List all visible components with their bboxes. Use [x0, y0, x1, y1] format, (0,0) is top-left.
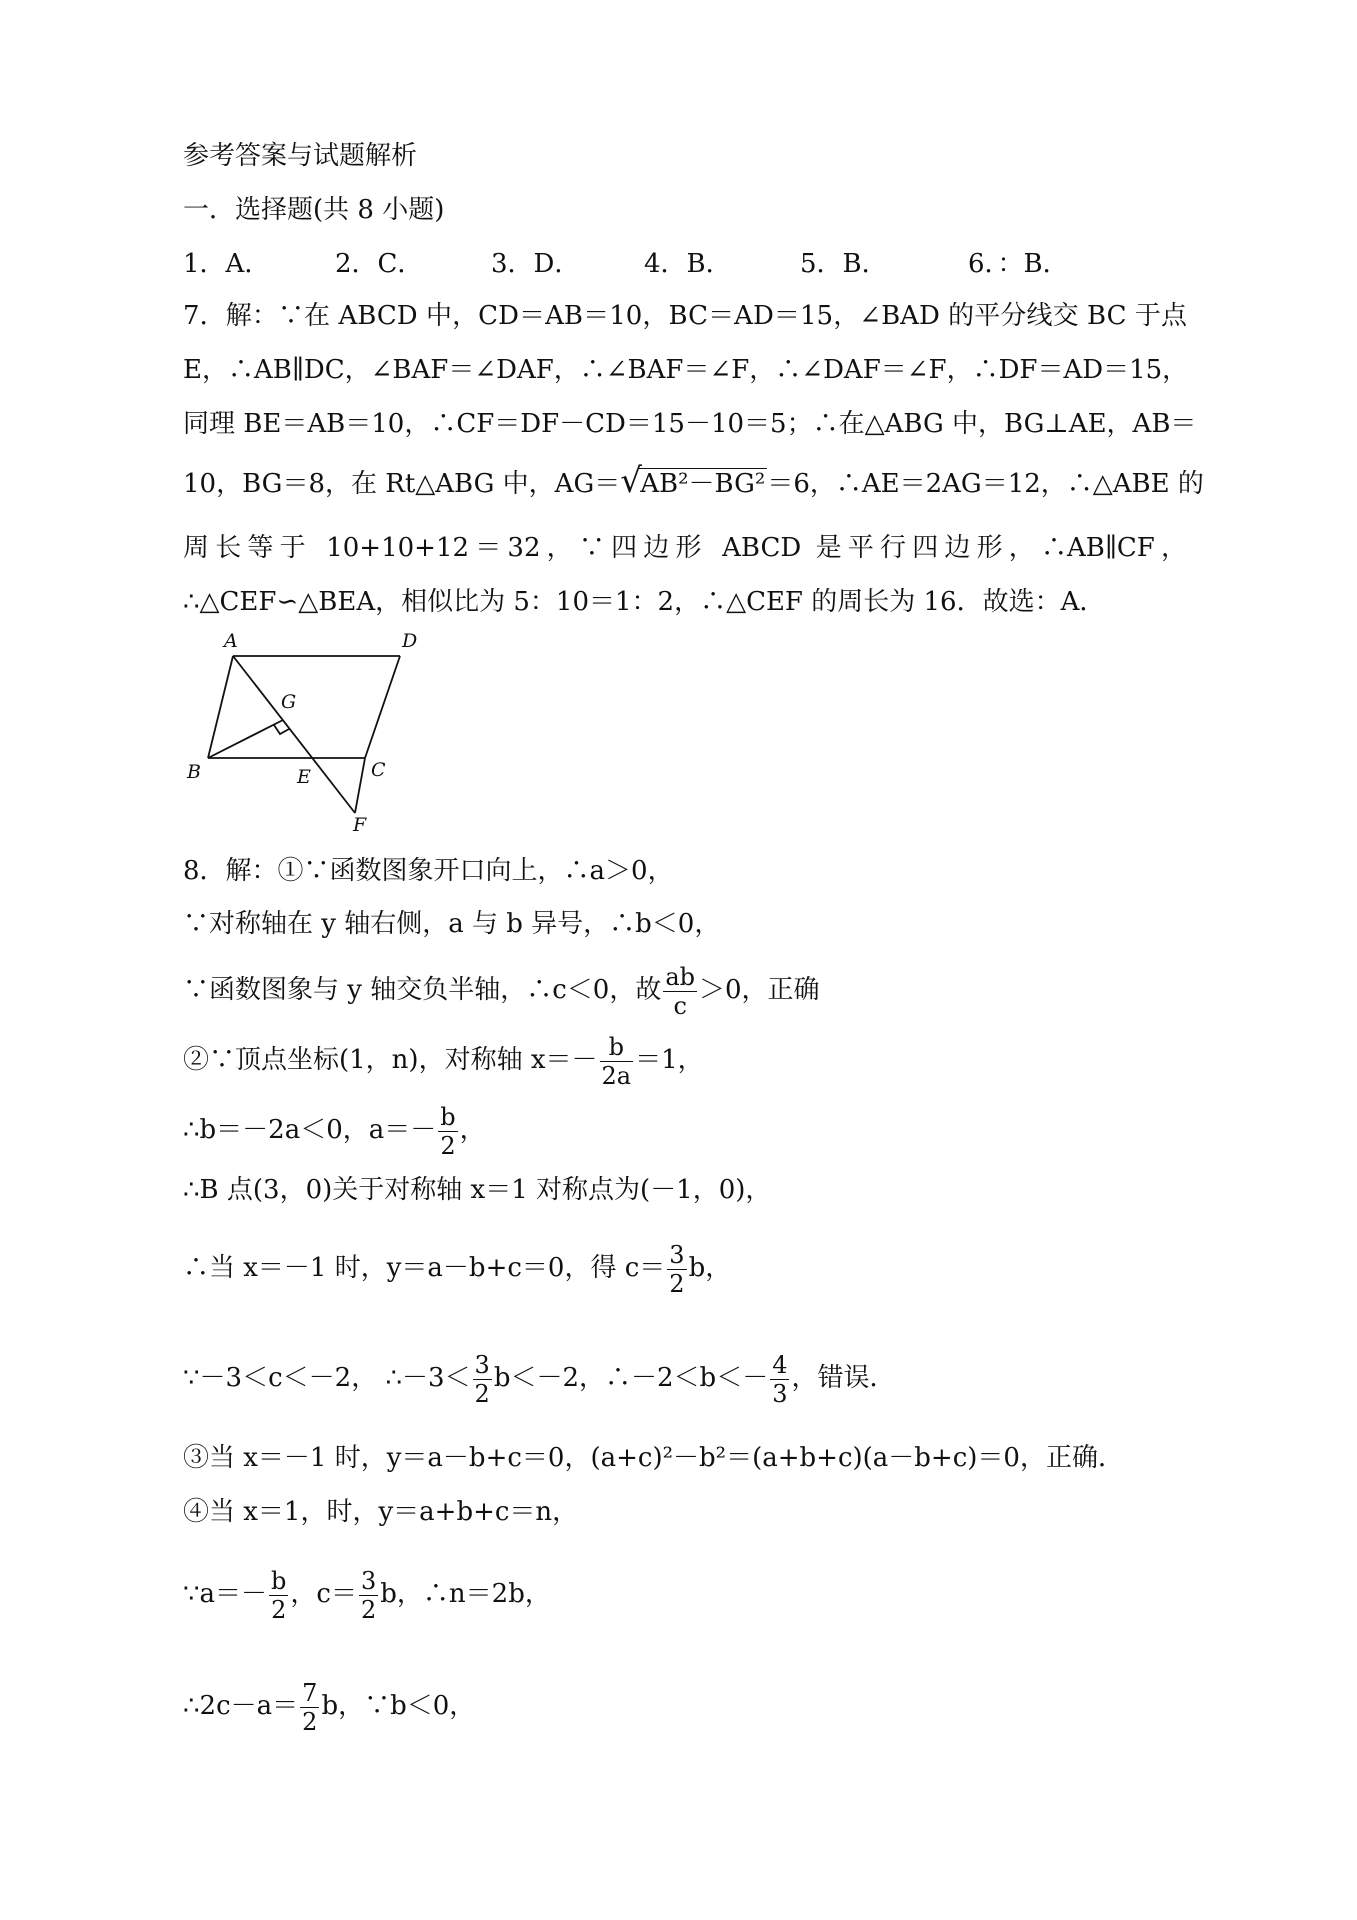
- q8-line-7: [183, 1238, 1187, 1298]
- q8-line-12-start: ∴2c－a＝: [183, 1691, 299, 1721]
- answer-title: 参考答案与试题解析: [183, 141, 418, 171]
- fraction-denominator: 2a: [601, 1061, 632, 1090]
- answer-4: 4．B．: [644, 249, 732, 279]
- answer-key-row: [183, 246, 1187, 282]
- label-e: E: [297, 766, 311, 788]
- radicand: AB²－BG²: [640, 469, 766, 499]
- q8-line-11-middle: ，c＝: [290, 1579, 357, 1609]
- parallelogram-figure: [180, 625, 420, 840]
- q8-line-8-start: ∵－3＜c＜－2， ∴－3＜: [183, 1363, 471, 1393]
- label-a: A: [224, 630, 238, 652]
- q8-line-2: ∵对称轴在 y 轴右侧，a 与 b 异号，∴b＜0，: [183, 909, 721, 939]
- fraction-denominator: 2: [669, 1269, 685, 1298]
- q7-line-1: 7．解：∵在 ABCD 中，CD＝AB＝10，BC＝AD＝15，∠BAD 的平分线交 BC 于点: [183, 301, 1187, 331]
- q8-line-12-end: b，∵b＜0，: [321, 1691, 476, 1721]
- fraction-3-over-2: [667, 1240, 686, 1298]
- fraction-4-over-3: [770, 1350, 789, 1408]
- q8-line-11-end: b，∴n＝2b，: [380, 1579, 551, 1609]
- q8-line-8: [183, 1348, 1187, 1408]
- fraction-denominator: 2: [302, 1707, 318, 1736]
- fraction-denominator: c: [673, 991, 687, 1020]
- fraction-ab-over-c: [663, 962, 697, 1020]
- fraction-numerator: 4: [772, 1350, 788, 1379]
- sqrt-expression: [620, 461, 767, 502]
- answer-3: 3．D．: [491, 249, 581, 279]
- segment-dcf: [355, 758, 365, 813]
- q8-line-3: [183, 960, 1187, 1020]
- fraction-denominator: 2: [271, 1595, 287, 1624]
- q8-line-9: [183, 1440, 1187, 1476]
- label-f: F: [353, 814, 367, 836]
- q8-line-9-text: ③当 x＝－1 时，y＝a－b+c＝0，(a+c)²－b²＝(a+b+c)(a－b+c)＝0，正确．: [183, 1443, 1124, 1473]
- q8-line-6: ∴B 点(3，0)关于对称轴 x＝1 对称点为(－1，0)，: [183, 1175, 772, 1205]
- label-c: C: [371, 759, 386, 781]
- q8-line-12: [183, 1676, 1187, 1736]
- fraction-numerator: b: [440, 1102, 456, 1131]
- q8-line-4-end: ＝1，: [635, 1045, 704, 1075]
- side-ba: [208, 656, 233, 758]
- q8-line-3-end: ＞0，正确: [699, 975, 820, 1005]
- q8-line-7-start: ∴当 x＝－1 时，y＝a－b+c＝0，得 c＝: [183, 1253, 666, 1283]
- fraction-b-over-2a: [600, 1032, 634, 1090]
- q7-line-6: ∴△CEF∽△BEA，相似比为 5：10＝1：2，∴△CEF 的周长为 16．故选：A．: [183, 587, 1106, 617]
- label-d: D: [402, 630, 418, 652]
- q7-line-4: [183, 461, 1204, 502]
- fraction-denominator: 2: [360, 1595, 377, 1624]
- fraction-denominator: 2: [440, 1131, 456, 1160]
- q8-line-4-start: ②∵顶点坐标(1，n)，对称轴 x＝－: [183, 1045, 598, 1075]
- q8-line-1: 8．解：①∵函数图象开口向上，∴a＞0，: [183, 856, 674, 886]
- section-heading: 一．选择题(共 8 小题): [183, 195, 445, 225]
- segment-af: [233, 656, 355, 813]
- q8-line-7-end: b，: [688, 1253, 732, 1283]
- label-g: G: [281, 691, 297, 713]
- q8-line-5-end: ，: [459, 1115, 486, 1145]
- fraction-3-over-2: [359, 1566, 378, 1624]
- segment-bg: [208, 720, 283, 758]
- fraction-numerator: 3: [474, 1350, 490, 1379]
- side-dc: [365, 656, 400, 758]
- q8-line-5-start: ∴b＝－2a＜0，a＝－: [183, 1115, 437, 1145]
- q7-line-4-start: 10，BG＝8，在 Rt△ABG 中，AG＝: [183, 469, 621, 499]
- fraction-denominator: 2: [474, 1379, 490, 1408]
- q7-line-4-end: ＝6，∴AE＝2AG＝12，∴△ABE 的: [767, 469, 1204, 499]
- q8-line-10: ④当 x＝1，时，y＝a+b+c＝n，: [183, 1497, 579, 1527]
- fraction-b-over-2: [269, 1566, 288, 1624]
- fraction-numerator: 7: [302, 1678, 318, 1707]
- answer-2: 2．C．: [335, 249, 424, 279]
- fraction-7-over-2: [300, 1678, 319, 1736]
- q8-line-8-end: ，错误．: [791, 1363, 896, 1393]
- fraction-numerator: ab: [665, 962, 695, 991]
- q7-line-5: 周长等于 10+10+12＝32，∵四边形 ABCD 是平行四边形，∴AB∥CF，: [183, 533, 1187, 563]
- q8-line-4: [183, 1030, 1187, 1090]
- fraction-numerator: 3: [360, 1566, 377, 1595]
- answer-5: 5．B．: [800, 249, 888, 279]
- answer-1: 1．A．: [183, 249, 271, 279]
- q8-line-3-start: ∵函数图象与 y 轴交负半轴，∴c＜0，故: [183, 975, 662, 1005]
- answer-6: 6．：B．: [968, 249, 1069, 279]
- fraction-3-over-2: [473, 1350, 492, 1408]
- radical-sign: √: [620, 461, 642, 501]
- q8-line-11: [183, 1564, 1187, 1624]
- q8-line-8-middle: b＜－2，∴－2＜b＜－: [493, 1363, 769, 1393]
- label-b: B: [187, 761, 201, 783]
- q7-line-3: 同理 BE＝AB＝10，∴CF＝DF－CD＝15－10＝5；∴在△ABG 中，BG⊥AE，AB＝: [183, 409, 1197, 439]
- fraction-numerator: b: [600, 1035, 634, 1062]
- fraction-numerator: b: [271, 1566, 287, 1595]
- q7-line-2: E，∴AB∥DC，∠BAF＝∠DAF，∴∠BAF＝∠F，∴∠DAF＝∠F，∴DF＝AD＝15，: [183, 355, 1189, 385]
- fraction-b-over-2: [438, 1102, 457, 1160]
- q8-line-5: [183, 1100, 1187, 1160]
- fraction-numerator: 3: [669, 1240, 685, 1269]
- q8-line-11-start: ∵a＝－: [183, 1579, 268, 1609]
- fraction-denominator: 3: [772, 1379, 788, 1408]
